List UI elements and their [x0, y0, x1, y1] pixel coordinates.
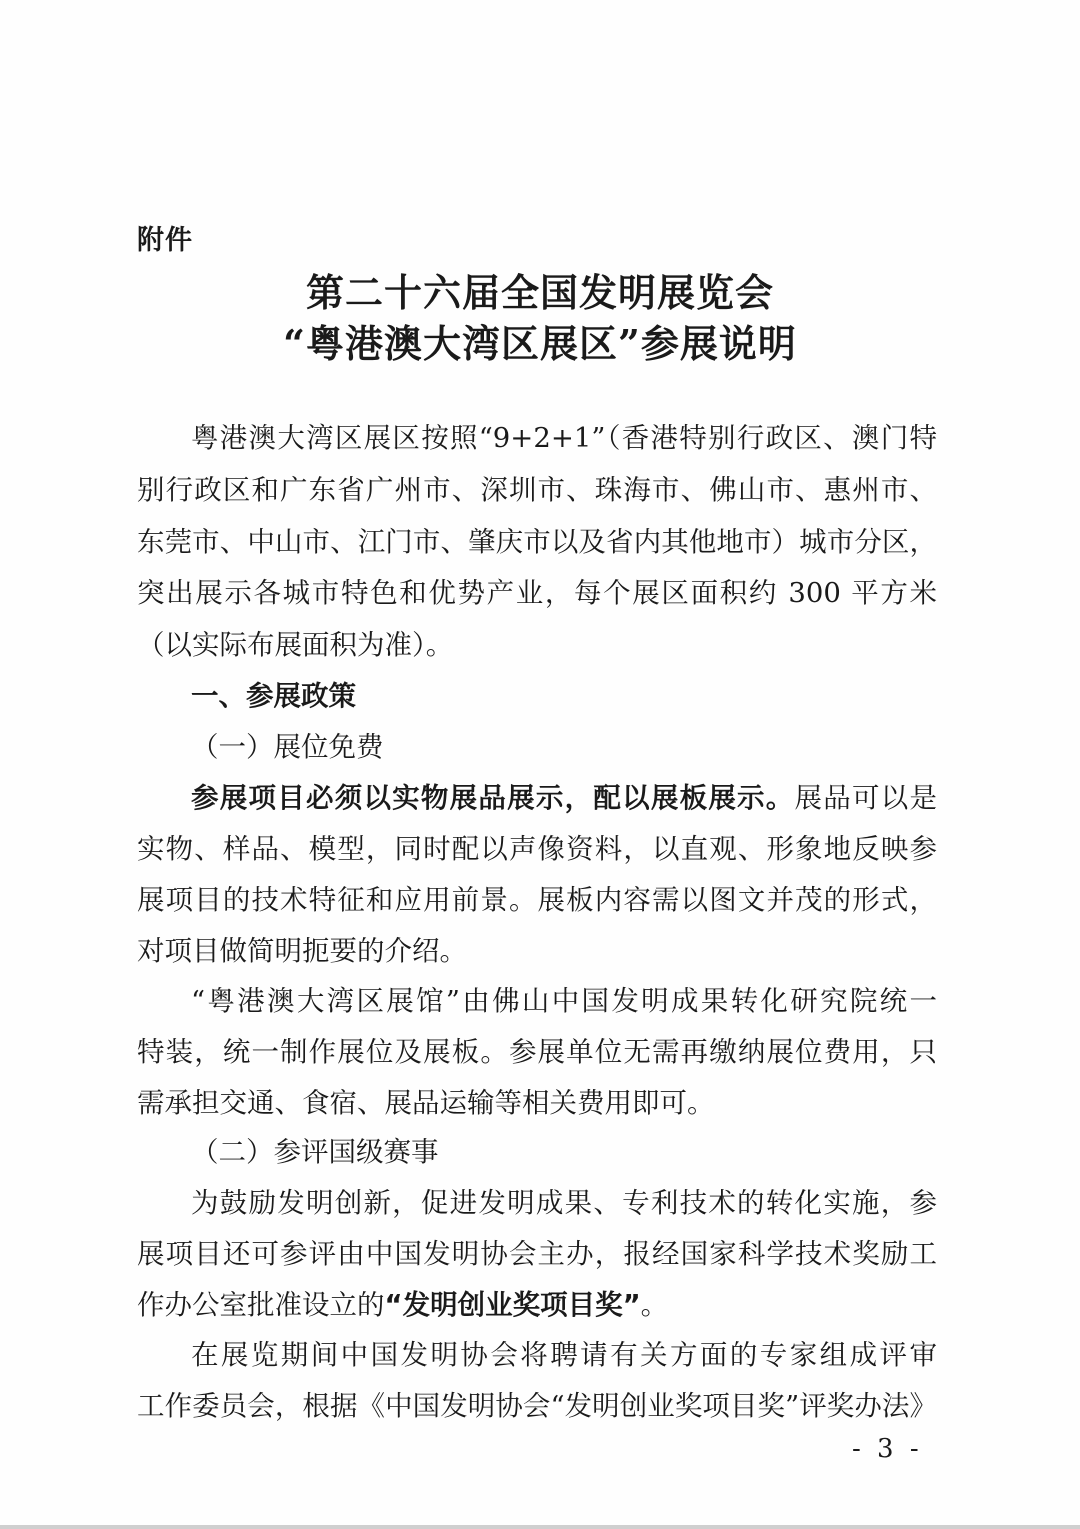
paragraph-2-bold-lead: 参展项目必须以实物展品展示，配以展板展示。 — [191, 782, 795, 814]
paragraph-2-line-1-rest: 展品可以是 — [794, 782, 938, 814]
paragraph-2-line-3: 展项目的技术特征和应用前景。展板内容需以图文并茂的形式， — [137, 884, 937, 916]
paragraph-5-line-1: 在展览期间中国发明协会将聘请有关方面的专家组成评审 — [191, 1339, 937, 1371]
paragraph-1-line-5: （以实际布展面积为准）。 — [137, 629, 454, 661]
paragraph-1-line-3: 东莞市、中山市、江门市、肇庆市以及省内其他地市）城市分区， — [137, 526, 937, 558]
paragraph-3-line-3: 需承担交通、食宿、展品运输等相关费用即可。 — [137, 1087, 715, 1119]
page-number: - 3 - — [852, 1434, 923, 1464]
page-bottom-edge — [0, 1525, 1080, 1529]
paragraph-4-line-3 — [137, 1285, 937, 1325]
attachment-label: 附件 — [137, 225, 193, 256]
paragraph-3-line-1: “粤港澳大湾区展馆”由佛山中国发明成果转化研究院统一 — [191, 985, 937, 1017]
paragraph-2-line-2: 实物、样品、模型，同时配以声像资料，以直观、形象地反映参 — [137, 833, 937, 865]
paragraph-4-line-2: 展项目还可参评由中国发明协会主办，报经国家科学技术奖励工 — [137, 1238, 937, 1270]
paragraph-1-line-2: 别行政区和广东省广州市、深圳市、珠海市、佛山市、惠州市、 — [137, 474, 937, 506]
document-title-line-2: “粤港澳大湾区展区”参展说明 — [283, 321, 797, 366]
subsection-1-heading: （一）展位免费 — [191, 731, 384, 763]
document-title-line-1: 第二十六届全国发明展览会 — [305, 270, 774, 315]
paragraph-2-line-4: 对项目做简明扼要的介绍。 — [137, 935, 467, 967]
section-1-heading: 一、参展政策 — [191, 680, 356, 712]
paragraph-5-line-2: 工作委员会，根据《中国发明协会“发明创业奖项目奖”评奖办法》 — [137, 1390, 937, 1422]
paragraph-4-award-name: “发明创业奖项目奖” — [384, 1289, 641, 1321]
paragraph-4-line-1: 为鼓励发明创新，促进发明成果、专利技术的转化实施，参 — [191, 1187, 937, 1219]
paragraph-3-line-2: 特装，统一制作展位及展板。参展单位无需再缴纳展位费用，只 — [137, 1036, 937, 1068]
paragraph-1-line-4: 突出展示各城市特色和优势产业，每个展区面积约 300 平方米 — [137, 577, 937, 609]
paragraph-1-line-1: 粤港澳大湾区展区按照“9+2+1”（香港特别行政区、澳门特 — [191, 422, 937, 454]
subsection-2-heading: （二）参评国级赛事 — [191, 1136, 439, 1168]
paragraph-4-line-3-pre: 作办公室批准设立的 — [137, 1289, 385, 1321]
paragraph-4-line-3-post: 。 — [640, 1289, 669, 1321]
paragraph-2-line-1 — [191, 778, 937, 818]
